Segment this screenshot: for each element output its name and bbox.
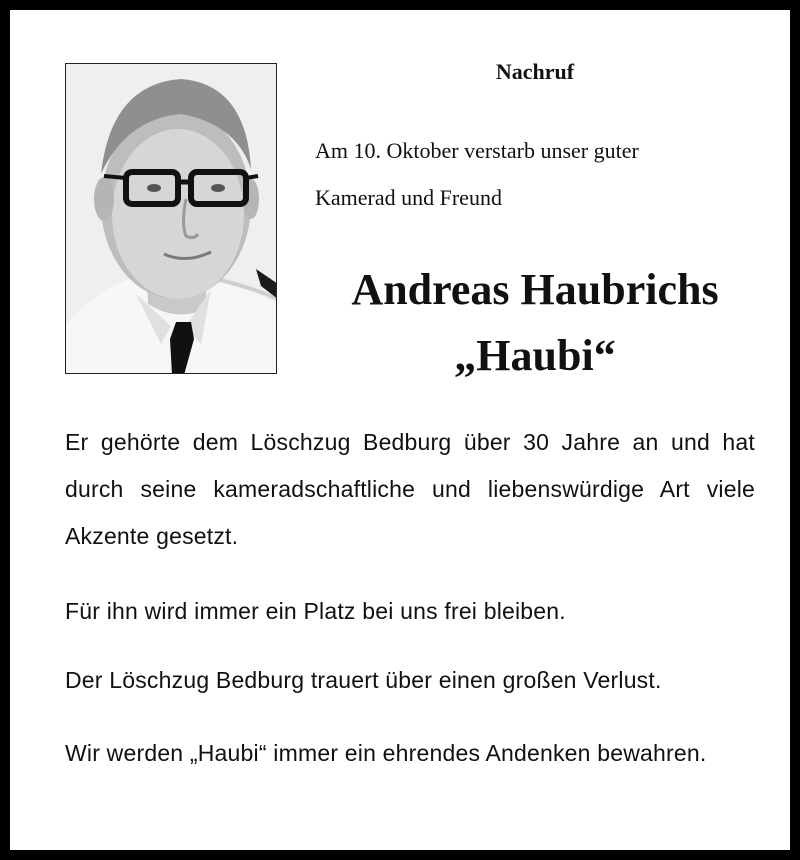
deceased-name: Andreas Haubrichs — [351, 265, 719, 314]
paragraph-membership: Er gehörte dem Löschzug Bedburg über 30 Jahre an und hat durch seine kameradschaftliche und liebenswürdige Art viele Akzente gesetzt. — [65, 429, 755, 549]
paragraph-remembrance: Wir werden „Haubi“ immer ein ehrendes Andenken bewahren. — [65, 740, 707, 766]
deceased-nickname: „Haubi“ — [454, 331, 616, 380]
intro-text — [315, 127, 765, 221]
intro-line-2: Kamerad und Freund — [315, 185, 502, 210]
notice-heading: Nachruf — [495, 59, 575, 84]
paragraph-mourning: Der Löschzug Bedburg trauert über einen großen Verlust. — [65, 667, 662, 693]
paragraph-place: Für ihn wird immer ein Platz bei uns frei bleiben. — [65, 598, 566, 624]
portrait-photo — [65, 63, 277, 374]
intro-line-1: Am 10. Oktober verstarb unser guter — [315, 138, 639, 163]
